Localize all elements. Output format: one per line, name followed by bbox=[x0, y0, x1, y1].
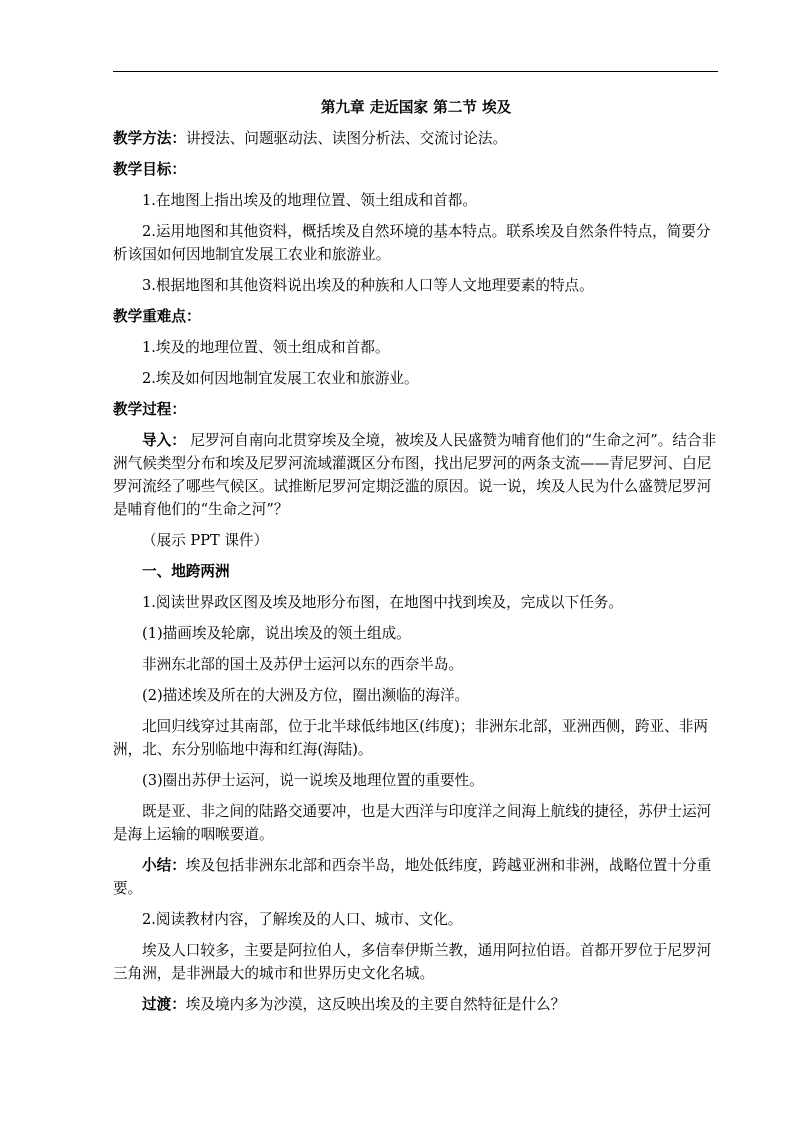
answer-1: 非洲东北部的国土及苏伊士运河以东的西奈半岛。 bbox=[142, 656, 464, 673]
intro-label: 导入： bbox=[142, 432, 186, 449]
process-heading: 教学过程： bbox=[113, 401, 186, 418]
key-points-heading: 教学重难点： bbox=[113, 308, 201, 325]
answer-2: 北回归线穿过其南部，位于北半球低纬地区(纬度)；非洲东北部，亚洲西侧，跨亚、非两洲，北、东分别临地中海和红海(海陆)。 bbox=[113, 718, 708, 758]
intro-text: 尼罗河自南向北贯穿埃及全境，被埃及人民盛赞为哺育他们的“生命之河”。结合非洲气候类型分布和埃及尼罗河流域灌溉区分布图，找出尼罗河的两条支流——青尼罗河、白尼罗河流经了哪些气候区。试推断尼罗河定期泛滥的原因。说一说，埃及人民为什么盛赞尼罗河是哺育他们的“生命之河”？ bbox=[113, 432, 717, 518]
objectives-heading: 教学目标： bbox=[113, 161, 186, 178]
method-label: 教学方法： bbox=[113, 130, 186, 147]
transition-label: 过渡： bbox=[142, 996, 186, 1013]
key-point-item: 2.埃及如何因地制宜发展工农业和旅游业。 bbox=[142, 370, 419, 387]
question-3: (3)圈出苏伊士运河，说一说埃及地理位置的重要性。 bbox=[142, 772, 484, 789]
answer-4: 埃及人口较多，主要是阿拉伯人，多信奉伊斯兰教，通用阿拉伯语。首都开罗位于尼罗河三角洲，是非洲最大的城市和世界历史文化名城。 bbox=[113, 942, 712, 982]
key-point-item: 1.埃及的地理位置、领土组成和首都。 bbox=[142, 339, 390, 356]
intro-paragraph bbox=[113, 429, 719, 521]
answer-3: 既是亚、非之间的陆路交通要冲，也是大西洋与印度洋之间海上航线的捷径，苏伊士运河是海上运输的咽喉要道。 bbox=[113, 803, 712, 843]
summary-text: 埃及包括非洲东北部和西奈半岛，地处低纬度，跨越亚洲和非洲，战略位置十分重要。 bbox=[113, 857, 712, 897]
document-body bbox=[113, 96, 719, 1024]
page-title: 第九章 走近国家 第二节 埃及 bbox=[320, 99, 512, 116]
objective-item: 1.在地图上指出埃及的地理位置、领土组成和首都。 bbox=[142, 192, 477, 209]
summary-paragraph bbox=[113, 854, 719, 900]
transition-text: 埃及境内多为沙漠，这反映出埃及的主要自然特征是什么？ bbox=[185, 996, 566, 1013]
section-heading: 一、地跨两洲 bbox=[142, 563, 230, 580]
transition-paragraph bbox=[113, 993, 719, 1016]
teaching-method bbox=[113, 127, 719, 150]
task-2: 2.阅读教材内容，了解埃及的人口、城市、文化。 bbox=[142, 911, 463, 928]
header-rule bbox=[113, 71, 718, 72]
question-1: (1)描画埃及轮廓，说出埃及的领土组成。 bbox=[142, 625, 411, 642]
objective-item: 2.运用地图和其他资料，概括埃及自然环境的基本特点。联系埃及自然条件特点，简要分析该国如何因地制宜发展工农业和旅游业。 bbox=[113, 223, 711, 263]
question-2: (2)描述埃及所在的大洲及方位，圈出濒临的海洋。 bbox=[142, 687, 470, 704]
task-1: 1.阅读世界政区图及埃及地形分布图，在地图中找到埃及，完成以下任务。 bbox=[142, 594, 623, 611]
ppt-note: （展示 PPT 课件） bbox=[142, 532, 269, 549]
method-text: 讲授法、问题驱动法、读图分析法、交流讨论法。 bbox=[185, 130, 508, 147]
summary-label: 小结： bbox=[142, 857, 186, 874]
objective-item: 3.根据地图和其他资料说出埃及的种族和人口等人文地理要素的特点。 bbox=[142, 277, 594, 294]
